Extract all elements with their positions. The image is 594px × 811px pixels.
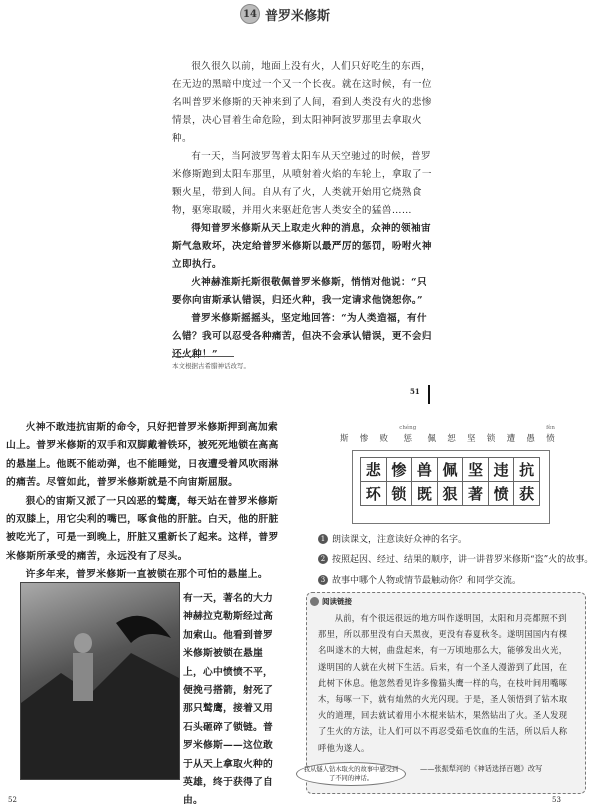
grid-row [361,482,540,506]
reading-source: ——张振犁河的《神话选择百题》改写 [420,764,543,773]
paragraph: 从前，有个很远很远的地方叫作遂明国，太阳和月亮都照不到那里，所以那里没有白天黑夜，更没有春夏秋冬。遂明国国内有棵名叫遂木的大树，曲盘起来，有一万顷地那么大，能够发出火光，遂明国的人就在火树下生活。后来，有一个圣人漫游到了此国，在此树下休息。他忽然看见许多像猫头鹰一样的鸟，在枝叶间用嘴啄木，每啄一下，就有灿然的火光闪现。于是，圣人领悟到了钻木取火的道理，回去就试着用小木棍来钻木，果然钻出了火。圣人发现了生火的方法，让人们可以不再忍受茹毛饮血的生活，所以后人称呼他为遂人。 [318,613,568,753]
grid-character: 愤 [488,482,514,506]
grid-character: 锁 [386,482,412,506]
vocab-word [447,425,456,444]
vocab-pinyin [487,425,496,432]
vocab-pinyin [380,425,389,432]
exercise-item [318,573,521,586]
grid-character: 惨 [386,458,412,482]
grid-character: 悲 [361,458,387,482]
text-cursor [428,385,430,404]
vocab-char: 愚 [526,434,535,444]
vocab-char: 坚 [467,434,476,444]
exercise-text: 按照起因、经过、结果的顺序，讲一讲普罗米修斯“盗”火的故事。 [332,555,594,565]
paragraph: 普罗米修斯摇摇头，坚定地回答：“为人类造福，有什么错？我可以忍受各种痛苦，但决不会承认错误，更不会归还火种！” [172,313,432,360]
vocab-word [526,425,535,444]
vocab-word [467,425,476,444]
grid-row [361,458,540,482]
vocab-word [546,425,555,444]
vocab-char: 斯 [340,434,349,444]
vocab-pinyin [360,425,369,432]
page-number: 52 [8,796,17,804]
page-number: 53 [552,796,561,804]
figure-side-text [183,590,279,811]
paragraph: 火神不敢违抗宙斯的命令，只好把普罗米修斯押到高加索山上。普罗米修斯的双手和双脚戴着铁环，被死死地锁在高高的悬崖上。他既不能动弹，也不能睡觉，日夜遭受着风吹雨淋的痛苦。尽管如此，普罗米修斯就是不向宙斯屈服。 [6,422,279,489]
paragraph: 许多年来，普罗米修斯一直被锁在那个可怕的悬崖上。 [25,569,268,581]
paragraph: 得知普罗米修斯从天上取走火种的消息，众神的领袖宙斯气急败坏，决定给普罗米修斯以最严厉的惩罚，吩咐火神立即执行。 [172,223,432,270]
bottom-left-page-body [6,419,284,585]
vocab-pinyin [467,425,476,432]
paragraph: 火神赫淮斯托斯很敬佩普罗米修斯，悄悄对他说：“只要你向宙斯承认错误，归还火种，我一定请求他饶恕你。” [172,277,427,306]
grid-character: 兽 [412,458,438,482]
grid-character: 佩 [437,458,463,482]
exercise-item [318,552,593,565]
reading-text [318,610,574,756]
book-icon [310,597,319,606]
prometheus-illustration [20,582,180,780]
reading-link-tag [310,596,352,607]
top-page-body [172,58,434,364]
lesson-title: 普罗米修斯 [265,8,331,24]
character-grid [360,457,540,506]
vocab-pinyin [447,425,456,432]
exercise-number: 1 [318,534,328,544]
exercise-number: 2 [318,554,328,564]
grid-character: 坚 [463,458,489,482]
vocab-char: 锁 [486,434,496,444]
grid-character: 既 [412,482,438,506]
grid-character: 狠 [437,482,463,506]
vocab-char: 惩 [403,434,413,444]
speech-bubble: 我从燧人钻木取火的故事中感受到了不同的神话。 [296,762,406,786]
vocab-pinyin [526,425,535,432]
vocab-pinyin: chéng [399,425,417,431]
exercise-text: 朗读课文，注意读好众神的名字。 [332,535,468,545]
vocab-word [360,425,369,444]
reading-link-label: 阅读链接 [322,597,352,606]
vocab-word [428,425,437,444]
illustration-drawing [21,583,179,779]
paragraph: 有一天，当阿波罗驾着太阳车从天空驰过的时候，普罗米修斯跑到太阳车那里，从喷射着火焰的车轮上，拿取了一颗火星，带到人间。自从有了火，人类就开始用它烧熟食物，驱寒取暖，并用火来驱赶危害人类安全的猛兽…… [172,151,432,216]
vocab-char: 恕 [447,434,456,444]
grid-character: 著 [463,482,489,506]
lesson-number-badge: 14 [240,4,260,24]
grid-character: 获 [514,482,540,506]
vocab-word [380,425,389,444]
vocab-char: 愤 [546,434,555,444]
footnote: 本文根据古希腊神话改写。 [172,362,250,370]
exercise-number: 3 [318,575,328,585]
vocab-char: 败 [379,434,389,444]
grid-character: 违 [488,458,514,482]
vocab-word [507,425,516,444]
grid-character: 环 [361,482,387,506]
vocab-char: 遭 [506,434,516,444]
exercise-item [318,532,467,545]
paragraph: 有一天，著名的大力神赫拉克勒斯经过高加索山。他看到普罗米修斯被锁在悬崖上，心中愤愤不平，便挽弓搭箭，射死了那只鹫鹰，接着又用石头砸碎了锁链。普罗米修斯——这位敢于从天上拿取火种的英雄，终于获得了自由。 [183,593,273,807]
vocab-pinyin [340,425,349,432]
vocab-char: 佩 [427,434,437,444]
vocab-word [340,425,349,444]
vocab-pinyin [507,425,516,432]
vocab-pinyin: fèn [546,425,555,431]
vocabulary-line [340,425,555,444]
lesson-heading [240,4,330,24]
exercise-text: 故事中哪个人物或情节最触动你？和同学交流。 [332,576,522,586]
grid-character: 抗 [514,458,540,482]
vocab-word [399,425,416,444]
vocab-char: 惨 [359,434,369,444]
vocab-word [487,425,496,444]
vocab-pinyin [428,425,437,432]
paragraph: 狠心的宙斯又派了一只凶恶的鹫鹰，每天站在普罗米修斯的双膝上，用它尖利的嘴巴，啄食他的肝脏。白天，他的肝脏被吃光了，可是一到晚上，肝脏又重新长了起来。这样，普罗米修斯所承受的痛苦，永远没有了尽头。 [6,495,279,562]
footnote-divider [172,356,234,357]
paragraph: 很久很久以前，地面上没有火，人们只好吃生的东西，在无边的黑暗中度过一个又一个长夜。就在这时候，有一位名叫普罗米修斯的天神来到了人间，看到人类没有火的悲惨情景，决心冒着生命危险，到太阳神阿波罗那里去拿取火种。 [172,61,432,144]
page-number: 51 [410,387,420,396]
